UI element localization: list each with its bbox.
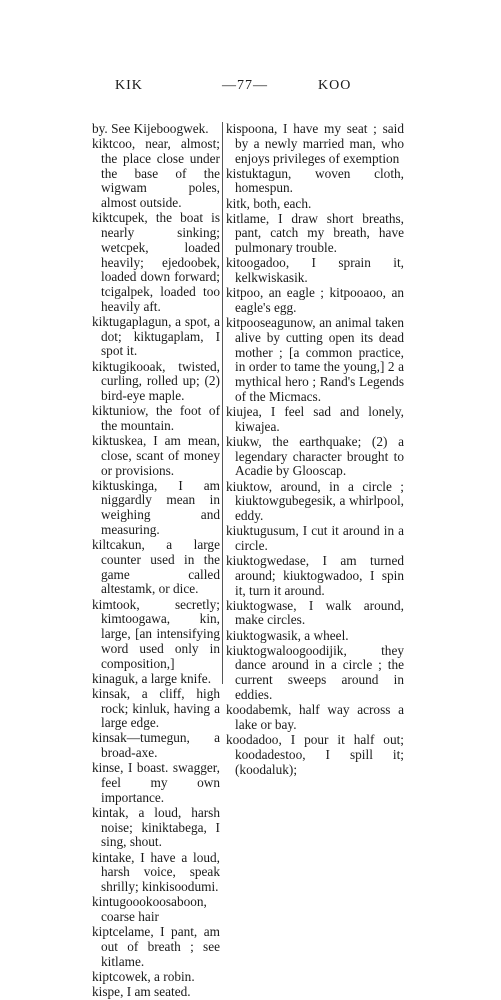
dictionary-entry: kiktuskea, I am mean, close, scant of money or provisions. — [92, 433, 220, 478]
dictionary-entry: koodabemk, half way across a lake or bay. — [226, 702, 404, 732]
dictionary-entry: kiuktugusum, I cut it around in a circle. — [226, 523, 404, 553]
column-divider — [222, 122, 223, 684]
dictionary-entry: kiktugikooak, twisted, curling, rolled up; (2) bird-eye maple. — [92, 358, 220, 404]
dictionary-entry: kiptcelame, I pant, am out of breath ; see kitlame. — [92, 924, 220, 969]
dictionary-entry: kimtook, secretly; kimtoogawa, kin, large, [an intensifying word used only in composition,] — [92, 596, 220, 671]
dictionary-entry: kiktuskinga, I am niggardly mean in weighing and measuring. — [92, 477, 220, 537]
dictionary-entry: kitoogadoo, I sprain it, kelkwiskasik. — [226, 255, 404, 286]
dictionary-entry: kiktuniow, the foot of the mountain. — [92, 403, 220, 433]
dictionary-entry: kispoona, I have my seat ; said by a newly married man, who enjoys privileges of exemption — [226, 121, 404, 166]
dictionary-entry: kispe, I am seated. — [92, 983, 191, 999]
dictionary-entry: kiujea, I feel sad and lonely, kiwajea. — [226, 403, 404, 434]
dictionary-entry: kiuktogwaloogoodijik, they dance around in a circle ; the current sweeps around in eddies. — [226, 642, 404, 702]
dictionary-entry: kinse, I boast. swagger, feel my own importance. — [92, 760, 220, 805]
dictionary-entry: kistuktagun, woven cloth, homespun. — [226, 165, 404, 196]
page-number: —77— — [222, 78, 268, 93]
dictionary-entry: kitpooseagunow, an animal taken alive by cutting open its dead mother ; [a common practice, in order to tame the young,] 2 a mythical hero ; Rand's Legends of the Micmacs. — [226, 315, 404, 404]
dictionary-entry: kitlame, I draw short breaths, pant, catch my breath, have pulmonary trouble. — [226, 210, 404, 256]
dictionary-entry: kinsak, a cliff, high rock; kinluk, having a large edge. — [92, 685, 220, 731]
dictionary-entry: kiuktogwase, I walk around, make circles. — [226, 597, 404, 628]
dictionary-entry: kiptcowek, a robin. — [92, 968, 195, 984]
running-head-left: KIK — [115, 78, 143, 93]
right-column — [226, 122, 404, 778]
dictionary-entry: kiuktogwasik, a wheel. — [226, 627, 349, 643]
dictionary-entry: kintak, a loud, harsh noise; kiniktabega, I sing, shout. — [92, 804, 220, 850]
dictionary-entry: kinsak—tumegun, a broad-axe. — [92, 730, 220, 761]
left-column — [92, 122, 220, 1000]
dictionary-entry: koodadoo, I pour it half out; koodadestoo, I spill it; (koodaluk); — [226, 732, 404, 777]
dictionary-entry: kitk, both, each. — [226, 195, 312, 211]
dictionary-entry: kiktcoo, near, almost; the place close under the base of the wigwam poles, almost outside. — [92, 136, 220, 211]
dictionary-entry: kiltcakun, a large counter used in the game called altestamk, or dice. — [92, 537, 220, 597]
dictionary-entry: kintugoookoosaboon, coarse hair — [92, 894, 207, 924]
dictionary-entry: kintake, I have a loud, harsh voice, speak shrilly; kinkisoodumi. — [92, 849, 220, 895]
dictionary-entry: kiktugaplagun, a spot, a dot; kiktugaplam, I spot it. — [92, 313, 220, 359]
page-header — [0, 78, 501, 100]
dictionary-entry: kiktcupek, the boat is nearly sinking; wetcpek, loaded heavily; ejedoobek, loaded down forward; tcigalpek, loaded too heavily aft. — [92, 210, 220, 314]
dictionary-entry: kiuktogwedase, I am turned around; kiuktogwadoo, I spin it, turn it around. — [226, 553, 404, 598]
dictionary-entry: by. See Kijeboogwek. — [92, 121, 209, 136]
dictionary-entry: kiukw, the earthquake; (2) a legendary character brought to Acadie by Glooscap. — [226, 433, 404, 479]
dictionary-entry: kiuktow, around, in a circle ; kiuktowgubegesik, a whirlpool, eddy. — [226, 478, 404, 524]
dictionary-entry: kinaguk, a large knife. — [92, 670, 212, 686]
dictionary-entry: kitpoo, an eagle ; kitpooaoo, an eagle's egg. — [226, 285, 404, 315]
running-head-right: KOO — [318, 78, 352, 93]
